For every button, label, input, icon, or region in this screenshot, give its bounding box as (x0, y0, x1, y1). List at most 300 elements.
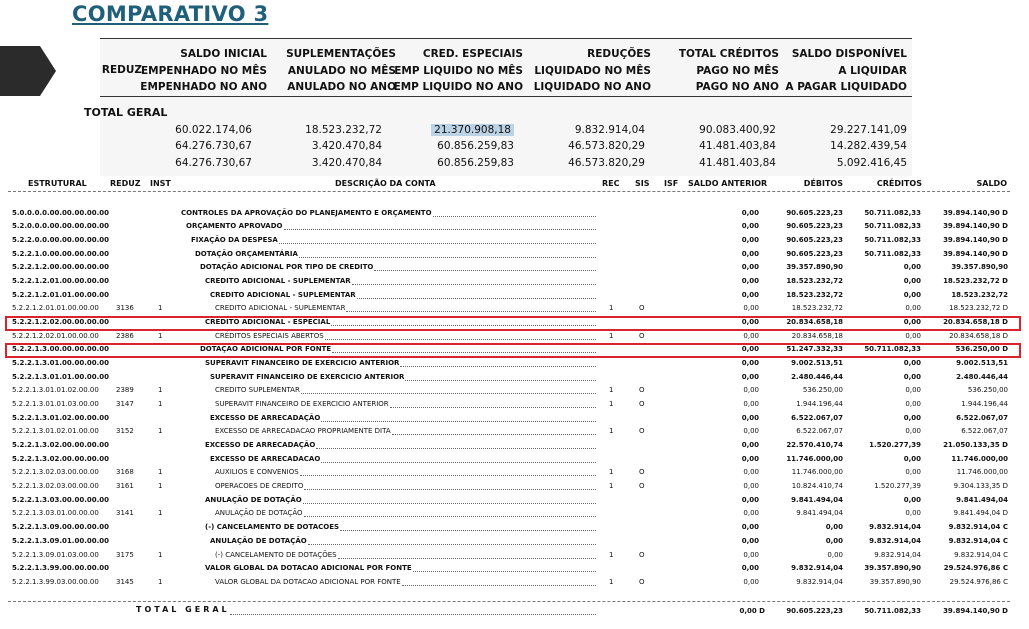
leader-dots (390, 407, 596, 408)
cell-estrutural: 5.2.2.1.3.01.01.00.00.00 (12, 372, 109, 381)
cell-creditos: 50.711.082,33 (864, 249, 921, 258)
cell-debitos: 39.357.890,90 (786, 263, 843, 272)
total-saldo: 39.894.140,90 D (943, 607, 1008, 615)
cell-descricao: VALOR GLOBAL DA DOTACAO ADICIONAL POR FONTE (205, 564, 412, 573)
summary-value (437, 138, 514, 154)
cell-saldo: 9.304.133,35 D (953, 482, 1008, 491)
cell-saldo: 39.894.140,90 D (943, 235, 1008, 244)
summary-value-text: 21.370.908,18 (431, 124, 514, 136)
cell-sis: O (639, 550, 645, 559)
cell-saldo-anterior: 0,00 (741, 358, 759, 367)
table-row (0, 479, 1029, 493)
cell-creditos: 50.711.082,33 (864, 208, 921, 217)
summary-header-line: SALDO INICIAL (180, 48, 267, 60)
cell-saldo: 39.357.890,90 (951, 263, 1008, 272)
cell-saldo: 29.524.976,86 C (949, 577, 1008, 586)
table-row (0, 575, 1029, 589)
table-row (0, 219, 1029, 233)
summary-header-line: EMPENHADO NO MÊS (140, 64, 267, 77)
table-row (0, 493, 1029, 507)
summary-value-text: 3.420.470,84 (311, 140, 382, 152)
cell-creditos: 0,00 (905, 386, 921, 395)
summary-header-line: A LIQUIDAR (838, 64, 907, 77)
summary-header-col-0 (102, 62, 142, 79)
cell-debitos: 20.834.658,18 (786, 317, 843, 326)
summary-value-text: 18.523.232,72 (305, 124, 382, 136)
cell-estrutural: 5.2.2.1.2.01.01.00.00.00 (12, 290, 109, 299)
cell-saldo: 9.832.914,04 C (954, 550, 1008, 559)
cell-creditos: 0,00 (903, 276, 921, 285)
cell-estrutural: 5.2.2.0.0.00.00.00.00.00 (12, 235, 109, 244)
cell-saldo-anterior: 0,00 (743, 304, 759, 313)
summary-value (312, 138, 382, 154)
table-row (0, 506, 1029, 520)
cell-reduz: 3161 (116, 482, 134, 491)
cell-debitos: 11.746.000,00 (791, 468, 843, 477)
ledger-total-label: TOTAL GERAL (136, 605, 230, 614)
summary-value-text: 41.481.403,84 (699, 157, 776, 169)
cell-inst: 1 (158, 577, 163, 586)
summary-value-text: 90.083.400,92 (699, 124, 776, 136)
cell-estrutural: 5.2.2.1.3.01.02.00.00.00 (12, 413, 109, 422)
table-row (0, 411, 1029, 425)
cell-saldo-anterior: 0,00 (743, 550, 759, 559)
summary-value (175, 155, 252, 171)
leader-dots (321, 421, 596, 422)
cell-descricao: OPERACOES DE CREDITO (215, 482, 304, 491)
cell-sis: O (639, 386, 645, 395)
cell-inst: 1 (158, 400, 163, 409)
summary-value (175, 138, 252, 154)
cell-creditos: 0,00 (903, 317, 921, 326)
cell-inst: 1 (158, 509, 163, 518)
cell-reduz: 3145 (116, 577, 134, 586)
summary-value-text: 60.022.174,06 (175, 124, 252, 136)
cell-saldo: 6.522.067,07 (956, 413, 1008, 422)
table-row (0, 288, 1029, 302)
cell-sis: O (639, 427, 645, 436)
cell-descricao: ORÇAMENTO APROVADO (186, 222, 283, 231)
summary-header-line: PAGO NO ANO (695, 81, 779, 93)
cell-debitos: 18.523.232,72 (786, 276, 843, 285)
leader-dots (308, 544, 596, 545)
cell-saldo-anterior: 0,00 (743, 427, 759, 436)
table-row (0, 370, 1029, 384)
summary-header-line: PAGO NO MÊS (696, 64, 779, 77)
cell-creditos: 1.520.277,39 (869, 441, 921, 450)
cell-descricao: EXCESSO DE ARRECADAÇÃO (210, 413, 321, 422)
summary-header-col-4 (534, 46, 651, 96)
cell-estrutural: 5.2.2.1.2.02.00.00.00.00 (12, 317, 109, 326)
column-header: SALDO (976, 179, 1007, 188)
cell-reduz: 3152 (116, 427, 134, 436)
cell-debitos: 0,00 (825, 523, 843, 532)
cell-rec: 1 (609, 577, 614, 586)
summary-header-line: LIQUIDADO NO MÊS (534, 64, 651, 77)
table-row (0, 561, 1029, 575)
total-geral-label: TOTAL GERAL (84, 106, 168, 119)
summary-value (837, 155, 907, 171)
leader-dots (405, 380, 596, 381)
cell-descricao: EXCESSO DE ARRECADAÇÃO (205, 441, 316, 450)
cell-reduz: 3136 (116, 304, 134, 313)
summary-value-text: 9.832.914,04 (574, 124, 645, 136)
cell-descricao: DOTAÇÃO ADICIONAL POR FONTE (200, 345, 332, 354)
cell-saldo-anterior: 0,00 (741, 290, 759, 299)
cell-saldo-anterior: 0,00 (741, 495, 759, 504)
cell-saldo-anterior: 0,00 (743, 400, 759, 409)
cell-estrutural: 5.2.2.1.3.02.03.00.00.00 (12, 468, 99, 477)
cell-descricao: SUPERAVIT FINANCEIRO DE EXERCICIO ANTERIOR (205, 358, 400, 367)
cell-descricao: ANULAÇÃO DE DOTAÇÃO (210, 536, 307, 545)
table-row (0, 260, 1029, 274)
cell-creditos: 50.711.082,33 (864, 235, 921, 244)
cell-descricao: CREDITO ADICIONAL - SUPLEMENTAR (210, 290, 356, 299)
cell-creditos: 0,00 (905, 509, 921, 518)
cell-estrutural: 5.2.2.1.3.99.03.00.00.00 (12, 577, 99, 586)
leader-dots (304, 489, 596, 490)
cell-estrutural: 5.2.2.1.2.02.01.00.00.00 (12, 331, 99, 340)
cell-descricao: EXCESSO DE ARRECADACAO (210, 454, 321, 463)
cell-saldo-anterior: 0,00 (741, 249, 759, 258)
cell-estrutural: 5.2.2.1.0.00.00.00.00.00 (12, 249, 109, 258)
cell-debitos: 18.523.232,72 (786, 290, 843, 299)
cell-reduz: 3168 (116, 468, 134, 477)
cell-saldo: 20.834.658,18 D (943, 317, 1008, 326)
column-header: CRÉDITOS (876, 179, 922, 188)
table-row (0, 548, 1029, 562)
cell-creditos: 39.357.890,90 (864, 564, 921, 573)
cell-saldo: 11.746.000,00 (956, 468, 1008, 477)
cell-debitos: 51.247.332,33 (786, 345, 843, 354)
cell-reduz: 3175 (116, 550, 134, 559)
leader-dots (400, 366, 596, 367)
cell-debitos: 18.523.232,72 (791, 304, 843, 313)
summary-value (312, 155, 382, 171)
cell-creditos: 0,00 (903, 413, 921, 422)
cell-debitos: 9.832.914,04 (796, 577, 843, 586)
cell-saldo-anterior: 0,00 (743, 468, 759, 477)
cell-descricao: CRÉDITOS ESPECIAIS ABERTOS (215, 331, 324, 340)
column-header: DÉBITOS (803, 179, 843, 188)
cell-saldo-anterior: 0,00 (741, 441, 759, 450)
cell-saldo-anterior: 0,00 (741, 345, 759, 354)
cell-inst: 1 (158, 331, 163, 340)
leader-dots (340, 530, 596, 531)
cell-reduz: 3141 (116, 509, 134, 518)
cell-estrutural: 5.2.2.1.3.99.00.00.00.00 (12, 564, 109, 573)
total-cred: 50.711.082,33 (864, 607, 921, 615)
column-header: ISF (664, 179, 679, 188)
cell-saldo: 29.524.976,86 C (943, 564, 1008, 573)
summary-value (699, 138, 776, 154)
cell-debitos: 90.605.223,23 (786, 208, 843, 217)
cell-descricao: SUPERAVIT FINANCEIRO DE EXERCICIO ANTERIOR (210, 372, 405, 381)
summary-value-text: 14.282.439,54 (830, 140, 907, 152)
summary-header-line: SUPLEMENTAÇÕES (286, 48, 396, 60)
cell-rec: 1 (609, 386, 614, 395)
cell-creditos: 0,00 (903, 454, 921, 463)
summary-value (568, 138, 645, 154)
cell-creditos: 0,00 (905, 400, 921, 409)
header-divider (8, 191, 1010, 192)
cell-saldo-anterior: 0,00 (741, 454, 759, 463)
summary-header-col-3 (394, 46, 523, 96)
summary-value-text: 3.420.470,84 (311, 157, 382, 169)
cell-saldo: 9.832.914,04 C (948, 523, 1008, 532)
arrow-shape-icon (0, 46, 56, 96)
leader-dots (299, 257, 596, 258)
cell-descricao: AUXILIOS E CONVENIOS (215, 468, 299, 477)
cell-saldo: 2.480.446,44 (956, 372, 1008, 381)
table-row (0, 424, 1029, 438)
cell-descricao: DOTAÇÃO ADICIONAL POR TIPO DE CREDITO (200, 263, 374, 272)
summary-value (175, 122, 252, 138)
cell-debitos: 22.570.410,74 (786, 441, 843, 450)
cell-estrutural: 5.2.2.1.3.01.00.00.00.00 (12, 358, 109, 367)
cell-descricao: ANULAÇÃO DE DOTAÇÃO (205, 495, 302, 504)
cell-debitos: 2.480.446,44 (791, 372, 843, 381)
cell-saldo: 18.523.232,72 (951, 290, 1008, 299)
cell-saldo: 9.841.494,04 (956, 495, 1008, 504)
summary-header-line: SALDO DISPONÍVEL (791, 48, 907, 60)
cell-debitos: 9.002.513,51 (791, 358, 843, 367)
cell-creditos: 0,00 (905, 304, 921, 313)
summary-value (699, 155, 776, 171)
cell-debitos: 9.832.914,04 (791, 564, 843, 573)
cell-debitos: 10.824.410,74 (791, 482, 843, 491)
leader-dots (413, 571, 596, 572)
cell-creditos: 9.832.914,04 (869, 523, 921, 532)
cell-rec: 1 (609, 304, 614, 313)
summary-value (830, 138, 907, 154)
cell-descricao: (-) CANCELAMENTO DE DOTACOES (205, 523, 340, 532)
cell-creditos: 0,00 (903, 290, 921, 299)
cell-saldo: 9.841.494,04 D (953, 509, 1008, 518)
cell-saldo: 18.523.232,72 D (949, 304, 1008, 313)
cell-saldo-anterior: 0,00 (743, 482, 759, 491)
cell-estrutural: 5.2.2.1.3.03.01.00.00.00 (12, 509, 99, 518)
cell-debitos: 6.522.067,07 (791, 413, 843, 422)
cell-sis: O (639, 400, 645, 409)
cell-debitos: 11.746.000,00 (786, 454, 843, 463)
cell-saldo-anterior: 0,00 (743, 577, 759, 586)
cell-estrutural: 5.2.2.1.2.01.01.00.00.00 (12, 304, 99, 313)
table-row (0, 356, 1029, 370)
cell-debitos: 90.605.223,23 (786, 235, 843, 244)
column-header: SALDO ANTERIOR (688, 179, 768, 188)
cell-saldo-anterior: 0,00 (741, 222, 759, 231)
cell-creditos: 1.520.277,39 (874, 482, 921, 491)
cell-rec: 1 (609, 482, 614, 491)
table-row (0, 520, 1029, 534)
total-deb: 90.605.223,23 (786, 607, 843, 615)
cell-descricao: CREDITO ADICIONAL - ESPECIAL (205, 317, 331, 326)
total-ant: 0,00 D (739, 607, 765, 615)
cell-descricao: ANULAÇÃO DE DOTAÇÃO (215, 509, 303, 518)
summary-value (830, 122, 907, 138)
cell-creditos: 0,00 (903, 495, 921, 504)
leader-dots (357, 298, 596, 299)
cell-debitos: 0,00 (825, 536, 843, 545)
cell-creditos: 39.357.890,90 (869, 577, 921, 586)
cell-descricao: FIXAÇÃO DA DESPESA (191, 235, 278, 244)
leader-dots (300, 475, 596, 476)
summary-header-line: EMPENHADO NO ANO (140, 81, 267, 93)
leader-dots (304, 516, 596, 517)
summary-value-text: 5.092.416,45 (836, 157, 907, 169)
cell-saldo: 9.002.513,51 (956, 358, 1008, 367)
cell-saldo: 18.523.232,72 D (943, 276, 1008, 285)
cell-saldo-anterior: 0,00 (743, 331, 759, 340)
cell-saldo-anterior: 0,00 (741, 523, 759, 532)
cell-debitos: 9.841.494,04 (791, 495, 843, 504)
table-row (0, 452, 1029, 466)
cell-inst: 1 (158, 468, 163, 477)
leader-dots (346, 311, 596, 312)
summary-value (568, 155, 645, 171)
leader-dots (279, 243, 596, 244)
leader-dots (352, 284, 596, 285)
leader-dots (433, 216, 596, 217)
cell-saldo-anterior: 0,00 (741, 235, 759, 244)
cell-estrutural: 5.2.2.1.3.01.01.02.00.00 (12, 386, 99, 395)
cell-estrutural: 5.2.2.1.2.01.00.00.00.00 (12, 276, 109, 285)
cell-debitos: 9.841.494,04 (796, 509, 843, 518)
leader-dots (374, 270, 596, 271)
summary-header-line: ANULADO NO ANO (287, 81, 396, 93)
cell-descricao: CREDITO ADICIONAL - SUPLEMENTAR (205, 276, 351, 285)
leader-dots (303, 503, 596, 504)
cell-sis: O (639, 482, 645, 491)
cell-saldo-anterior: 0,00 (741, 276, 759, 285)
cell-saldo-anterior: 0,00 (741, 263, 759, 272)
leader-dots (230, 614, 596, 615)
cell-saldo: 39.894.140,90 D (943, 208, 1008, 217)
summary-value-text: 64.276.730,67 (175, 157, 252, 169)
cell-saldo: 11.746.000,00 (951, 454, 1008, 463)
cell-saldo: 20.834.658,18 D (949, 331, 1008, 340)
cell-descricao: CREDITO ADICIONAL - SUPLEMENTAR (215, 304, 346, 313)
column-header: REC (602, 179, 620, 188)
cell-creditos: 0,00 (905, 427, 921, 436)
summary-value-text: 46.573.820,29 (568, 157, 645, 169)
leader-dots (325, 339, 596, 340)
table-row (0, 247, 1029, 261)
cell-creditos: 9.832.914,04 (874, 550, 921, 559)
cell-estrutural: 5.2.2.1.3.09.01.03.00.00 (12, 550, 99, 559)
table-row (0, 274, 1029, 288)
summary-header-line: ANULADO NO MÊS (287, 64, 396, 77)
summary-header-col-2 (286, 46, 396, 96)
leader-dots (284, 229, 596, 230)
summary-value-text: 41.481.403,84 (699, 140, 776, 152)
cell-saldo: 21.050.133,35 D (943, 441, 1008, 450)
cell-creditos: 0,00 (903, 263, 921, 272)
table-row (0, 465, 1029, 479)
summary-value-text: 64.276.730,67 (175, 140, 252, 152)
footer-divider (8, 601, 1010, 602)
summary-value (699, 122, 776, 138)
column-header: REDUZ (110, 179, 141, 188)
summary-value-text: 29.227.141,09 (830, 124, 907, 136)
leader-dots (321, 462, 596, 463)
summary-value (437, 155, 514, 171)
cell-saldo: 9.832.914,04 C (948, 536, 1008, 545)
cell-descricao: DOTAÇÃO ORÇAMENTÁRIA (195, 249, 298, 258)
cell-inst: 1 (158, 386, 163, 395)
cell-descricao: SUPERAVIT FINANCEIRO DE EXERCICIO ANTERIOR (215, 400, 389, 409)
cell-rec: 1 (609, 550, 614, 559)
cell-estrutural: 5.2.2.1.3.02.00.00.00.00 (12, 441, 109, 450)
cell-saldo-anterior: 0,00 (741, 317, 759, 326)
cell-inst: 1 (158, 304, 163, 313)
cell-debitos: 1.944.196,44 (796, 400, 843, 409)
summary-value (575, 122, 645, 138)
column-header: INST (150, 179, 171, 188)
cell-reduz: 2386 (116, 331, 134, 340)
cell-rec: 1 (609, 427, 614, 436)
cell-debitos: 0,00 (827, 550, 843, 559)
cell-estrutural: 5.2.0.0.0.00.00.00.00.00 (12, 222, 109, 231)
cell-rec: 1 (609, 468, 614, 477)
cell-inst: 1 (158, 427, 163, 436)
cell-saldo: 536.250,00 (967, 386, 1008, 395)
table-row (0, 233, 1029, 247)
cell-reduz: 2389 (116, 386, 134, 395)
page-title: COMPARATIVO 3 (72, 2, 269, 26)
cell-saldo: 39.894.140,90 D (943, 222, 1008, 231)
table-row (0, 206, 1029, 220)
cell-saldo: 536.250,00 D (955, 345, 1008, 354)
summary-header-line: LIQUIDADO NO ANO (533, 81, 651, 93)
cell-saldo-anterior: 0,00 (741, 536, 759, 545)
cell-descricao: CONTROLES DA APROVAÇÃO DO PLANEJAMENTO E ORÇAMENTO (181, 208, 432, 217)
cell-debitos: 536.250,00 (802, 386, 843, 395)
cell-saldo-anterior: 0,00 (743, 386, 759, 395)
cell-creditos: 0,00 (903, 372, 921, 381)
table-row (0, 329, 1029, 343)
summary-value (431, 122, 514, 138)
cell-saldo: 6.522.067,07 (961, 427, 1008, 436)
summary-header-col-1 (140, 46, 267, 96)
summary-header-line: A PAGAR LIQUIDADO (785, 81, 907, 93)
cell-estrutural: 5.2.2.1.3.09.00.00.00.00 (12, 523, 109, 532)
summary-value-text: 46.573.820,29 (568, 140, 645, 152)
summary-header-col-6 (785, 46, 907, 96)
summary-header-col-5 (679, 46, 779, 96)
summary-header-line: CRED. ESPECIAIS (422, 48, 523, 60)
cell-saldo-anterior: 0,00 (741, 413, 759, 422)
cell-descricao: VALOR GLOBAL DA DOTACAO ADICIONAL POR FONTE (215, 577, 401, 586)
table-row (0, 397, 1029, 411)
cell-estrutural: 5.2.2.1.3.00.00.00.00.00 (12, 345, 109, 354)
cell-rec: 1 (609, 400, 614, 409)
cell-estrutural: 5.2.2.1.3.01.02.01.00.00 (12, 427, 99, 436)
cell-reduz: 3147 (116, 400, 134, 409)
cell-rec: 1 (609, 331, 614, 340)
cell-inst: 1 (158, 482, 163, 491)
cell-saldo-anterior: 0,00 (741, 208, 759, 217)
cell-debitos: 6.522.067,07 (796, 427, 843, 436)
column-header: DESCRIÇÃO DA CONTA (335, 179, 436, 188)
table-row (0, 301, 1029, 315)
summary-header-line: REDUÇÕES (587, 48, 651, 60)
summary-header-line: EMP LIQUIDO NO MÊS (394, 64, 523, 77)
cell-descricao: CREDITO SUPLEMENTAR (215, 386, 300, 395)
column-header: ESTRUTURAL (28, 179, 87, 188)
cell-estrutural: 5.2.2.1.3.09.01.00.00.00 (12, 536, 109, 545)
